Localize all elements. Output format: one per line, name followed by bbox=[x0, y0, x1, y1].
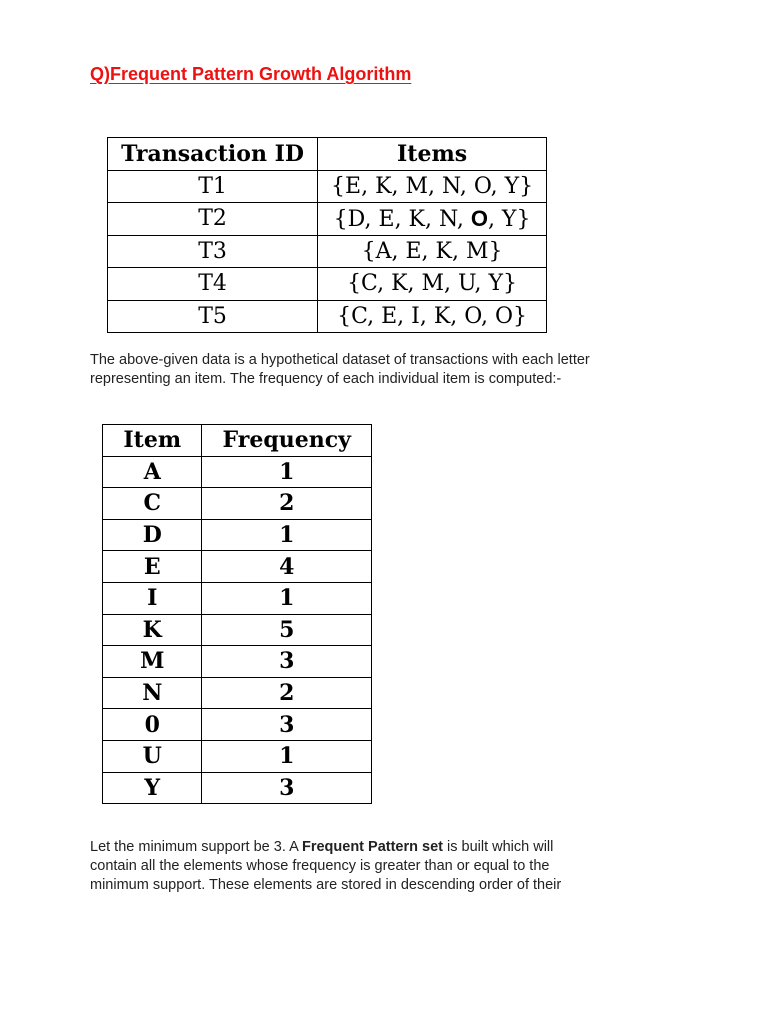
table-row bbox=[108, 235, 547, 268]
paragraph-line: The above-given data is a hypothetical dataset of transactions with each letter bbox=[90, 352, 590, 368]
table-row bbox=[103, 772, 372, 804]
frequency-cell: 3 bbox=[202, 646, 372, 678]
header-frequency: Frequency bbox=[202, 425, 372, 457]
transaction-items bbox=[318, 203, 547, 236]
paragraph-line bbox=[90, 838, 710, 857]
table-row bbox=[103, 740, 372, 772]
item-cell: M bbox=[103, 646, 202, 678]
table-row bbox=[103, 709, 372, 741]
item-cell: E bbox=[103, 551, 202, 583]
table-row bbox=[103, 677, 372, 709]
item-cell: U bbox=[103, 740, 202, 772]
items-post: , Y} bbox=[487, 206, 531, 232]
frequency-cell: 1 bbox=[202, 456, 372, 488]
frequency-cell: 4 bbox=[202, 551, 372, 583]
frequency-cell: 2 bbox=[202, 677, 372, 709]
item-cell: I bbox=[103, 582, 202, 614]
item-cell: C bbox=[103, 488, 202, 520]
transaction-id: T4 bbox=[108, 268, 318, 301]
table-row bbox=[103, 519, 372, 551]
frequency-cell: 1 bbox=[202, 519, 372, 551]
table-row bbox=[108, 300, 547, 333]
header-transaction-id: Transaction ID bbox=[108, 138, 318, 171]
frequency-table bbox=[102, 424, 372, 804]
transaction-items: {C, E, I, K, O, O} bbox=[318, 300, 547, 333]
items-pre: {D, E, K, N, bbox=[333, 206, 471, 232]
frequency-cell: 2 bbox=[202, 488, 372, 520]
items-bold: O bbox=[470, 205, 488, 231]
table-row bbox=[103, 646, 372, 678]
item-cell: D bbox=[103, 519, 202, 551]
frequency-cell: 5 bbox=[202, 614, 372, 646]
table-row bbox=[103, 582, 372, 614]
header-items: Items bbox=[318, 138, 547, 171]
support-paragraph bbox=[90, 838, 710, 895]
table-header-row bbox=[103, 425, 372, 457]
transaction-id: T3 bbox=[108, 235, 318, 268]
paragraph-line: representing an item. The frequency of each individual item is computed:- bbox=[90, 371, 562, 387]
frequent-pattern-set-term: Frequent Pattern set bbox=[301, 839, 443, 855]
transaction-id: T5 bbox=[108, 300, 318, 333]
item-cell: N bbox=[103, 677, 202, 709]
frequency-cell: 3 bbox=[202, 709, 372, 741]
paragraph-line: contain all the elements whose frequency is greater than or equal to the bbox=[90, 858, 550, 874]
transaction-id: T1 bbox=[108, 170, 318, 203]
page-title: Q)Frequent Pattern Growth Algorithm bbox=[90, 64, 412, 84]
intro-paragraph bbox=[90, 351, 710, 389]
transaction-items: {C, K, M, U, Y} bbox=[318, 268, 547, 301]
transactions-table bbox=[107, 137, 547, 333]
table-row bbox=[103, 456, 372, 488]
item-cell: K bbox=[103, 614, 202, 646]
transaction-id: T2 bbox=[108, 203, 318, 236]
frequency-cell: 1 bbox=[202, 740, 372, 772]
frequency-cell: 1 bbox=[202, 582, 372, 614]
paragraph-text: is built which will bbox=[442, 839, 554, 855]
paragraph-text: Let the minimum support be 3. A bbox=[90, 839, 302, 855]
item-cell: A bbox=[103, 456, 202, 488]
item-cell: 0 bbox=[103, 709, 202, 741]
header-item: Item bbox=[103, 425, 202, 457]
paragraph-line: minimum support. These elements are stored in descending order of their bbox=[90, 877, 562, 893]
table-row bbox=[108, 170, 547, 203]
frequency-cell: 3 bbox=[202, 772, 372, 804]
table-row bbox=[108, 268, 547, 301]
table-row bbox=[103, 614, 372, 646]
table-row bbox=[103, 488, 372, 520]
table-row bbox=[108, 203, 547, 236]
table-header-row bbox=[108, 138, 547, 171]
transaction-items: {E, K, M, N, O, Y} bbox=[318, 170, 547, 203]
item-cell: Y bbox=[103, 772, 202, 804]
transaction-items: {A, E, K, M} bbox=[318, 235, 547, 268]
table-row bbox=[103, 551, 372, 583]
